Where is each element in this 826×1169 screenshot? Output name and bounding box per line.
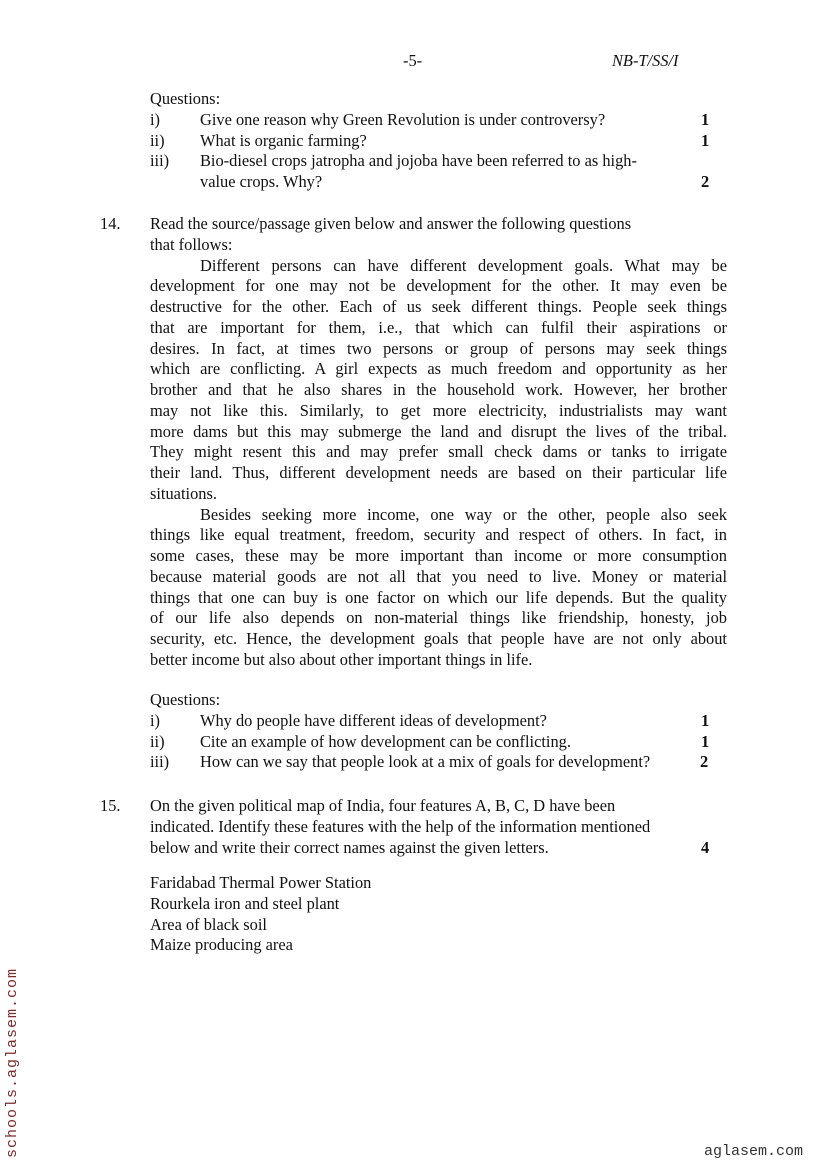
question-marks: 4: [701, 837, 710, 857]
question-item-continued: [0, 172, 826, 193]
question-number: iii): [150, 752, 170, 772]
instruction-line: that follows:: [150, 234, 233, 254]
question-14-body: [150, 214, 727, 671]
question-number: iii): [150, 151, 170, 171]
question-marks: 1: [701, 130, 710, 150]
passage-line: of our life also depends on non-material things like friendship, honesty, job: [150, 608, 727, 628]
questions-heading: Questions:: [150, 89, 221, 108]
passage-line: because material goods are not all that you need to live. Money or material: [150, 566, 727, 586]
feature-item: Rourkela iron and steel plant: [150, 893, 340, 913]
question-item: [0, 732, 826, 753]
bottom-watermark: aglasem.com: [704, 1143, 804, 1160]
question-text: Give one reason why Green Revolution is under controversy?: [200, 109, 606, 129]
passage-line: their land. Thus, different development needs are based on their particular life: [150, 463, 727, 482]
passage-line: things that one can buy is one factor on which our life depends. But the quality: [150, 587, 727, 607]
question-text: Bio-diesel crops jatropha and jojoba have been referred to as high-: [200, 151, 637, 171]
question-text: How can we say that people look at a mix of goals for development?: [200, 752, 651, 772]
passage-line: They might resent this and may prefer small check dams or tanks to irrigate: [150, 442, 727, 462]
question-text: below and write their correct names against the given letters.: [150, 837, 549, 857]
feature-item: Maize producing area: [150, 935, 293, 955]
question-item: [0, 711, 826, 732]
question-text: indicated. Identify these features with the help of the information mentioned: [150, 816, 651, 836]
question-14-number: 14.: [100, 214, 121, 233]
passage-line: some cases, these may be more important than income or more consumption: [150, 546, 727, 565]
q13-questions: [0, 89, 826, 193]
question-item: [0, 131, 826, 152]
question-number: ii): [150, 731, 165, 751]
question-number: i): [150, 710, 161, 730]
question-item: [0, 110, 826, 131]
question-text: Why do people have different ideas of development?: [200, 710, 547, 730]
passage-line: better income but also about other important things in life.: [150, 649, 533, 669]
passage-line: may not like this. Similarly, to get more electricity, industrialists may want: [150, 400, 727, 420]
feature-list: [150, 873, 371, 956]
question-marks: 1: [701, 710, 710, 730]
questions-heading: Questions:: [150, 690, 221, 709]
passage-line: security, etc. Hence, the development goals that people have are not only about: [150, 629, 727, 648]
q14-questions: [0, 690, 826, 773]
passage-line: things like equal treatment, freedom, security and respect of others. In fact, in: [150, 525, 727, 545]
question-marks: 1: [701, 109, 710, 129]
passage-line: desires. In fact, at times two persons or group of persons may seek things: [150, 338, 727, 358]
passage-line: Besides seeking more income, one way or the other, people also seek: [200, 504, 727, 524]
question-number: ii): [150, 130, 165, 150]
question-item: [0, 151, 826, 172]
question-text: Cite an example of how development can be conflicting.: [200, 731, 571, 751]
page-number: -5-: [403, 51, 423, 70]
question-text: value crops. Why?: [200, 172, 323, 191]
question-marks: 1: [701, 731, 710, 751]
passage-line: which are conflicting. A girl expects as much freedom and opportunity as her: [150, 359, 727, 379]
question-text: What is organic farming?: [200, 130, 367, 150]
question-marks: 2: [700, 752, 709, 772]
question-marks: 2: [701, 172, 710, 191]
instruction-line: Read the source/passage given below and answer the following questions: [150, 214, 632, 233]
passage-line: destructive for the other. Each of us seek different things. People seek things: [150, 297, 727, 316]
paper-code: NB-T/SS/I: [612, 51, 679, 70]
passage-line: situations.: [150, 483, 217, 503]
feature-item: Area of black soil: [150, 914, 267, 934]
question-15-body: [0, 796, 826, 858]
passage-line: Different persons can have different development goals. What may be: [200, 255, 727, 275]
passage-paragraph-1: [150, 256, 727, 505]
feature-item: Faridabad Thermal Power Station: [150, 873, 372, 892]
question-item: [0, 752, 826, 773]
passage-line: that are important for them, i.e., that which can fulfil their aspirations or: [150, 317, 727, 337]
passage-line: more dams but this may submerge the land and disrupt the lives of the tribal.: [150, 421, 727, 441]
passage-line: brother and that he also shares in the household work. However, her brother: [150, 380, 727, 399]
passage-paragraph-2: [150, 505, 727, 671]
side-watermark: schools.aglasem.com: [4, 967, 21, 1158]
question-15-number: 15.: [100, 796, 121, 815]
question-number: i): [150, 109, 161, 129]
passage-line: development for one may not be development for the other. It may even be: [150, 276, 727, 296]
question-text: On the given political map of India, four features A, B, C, D have been: [150, 796, 616, 815]
